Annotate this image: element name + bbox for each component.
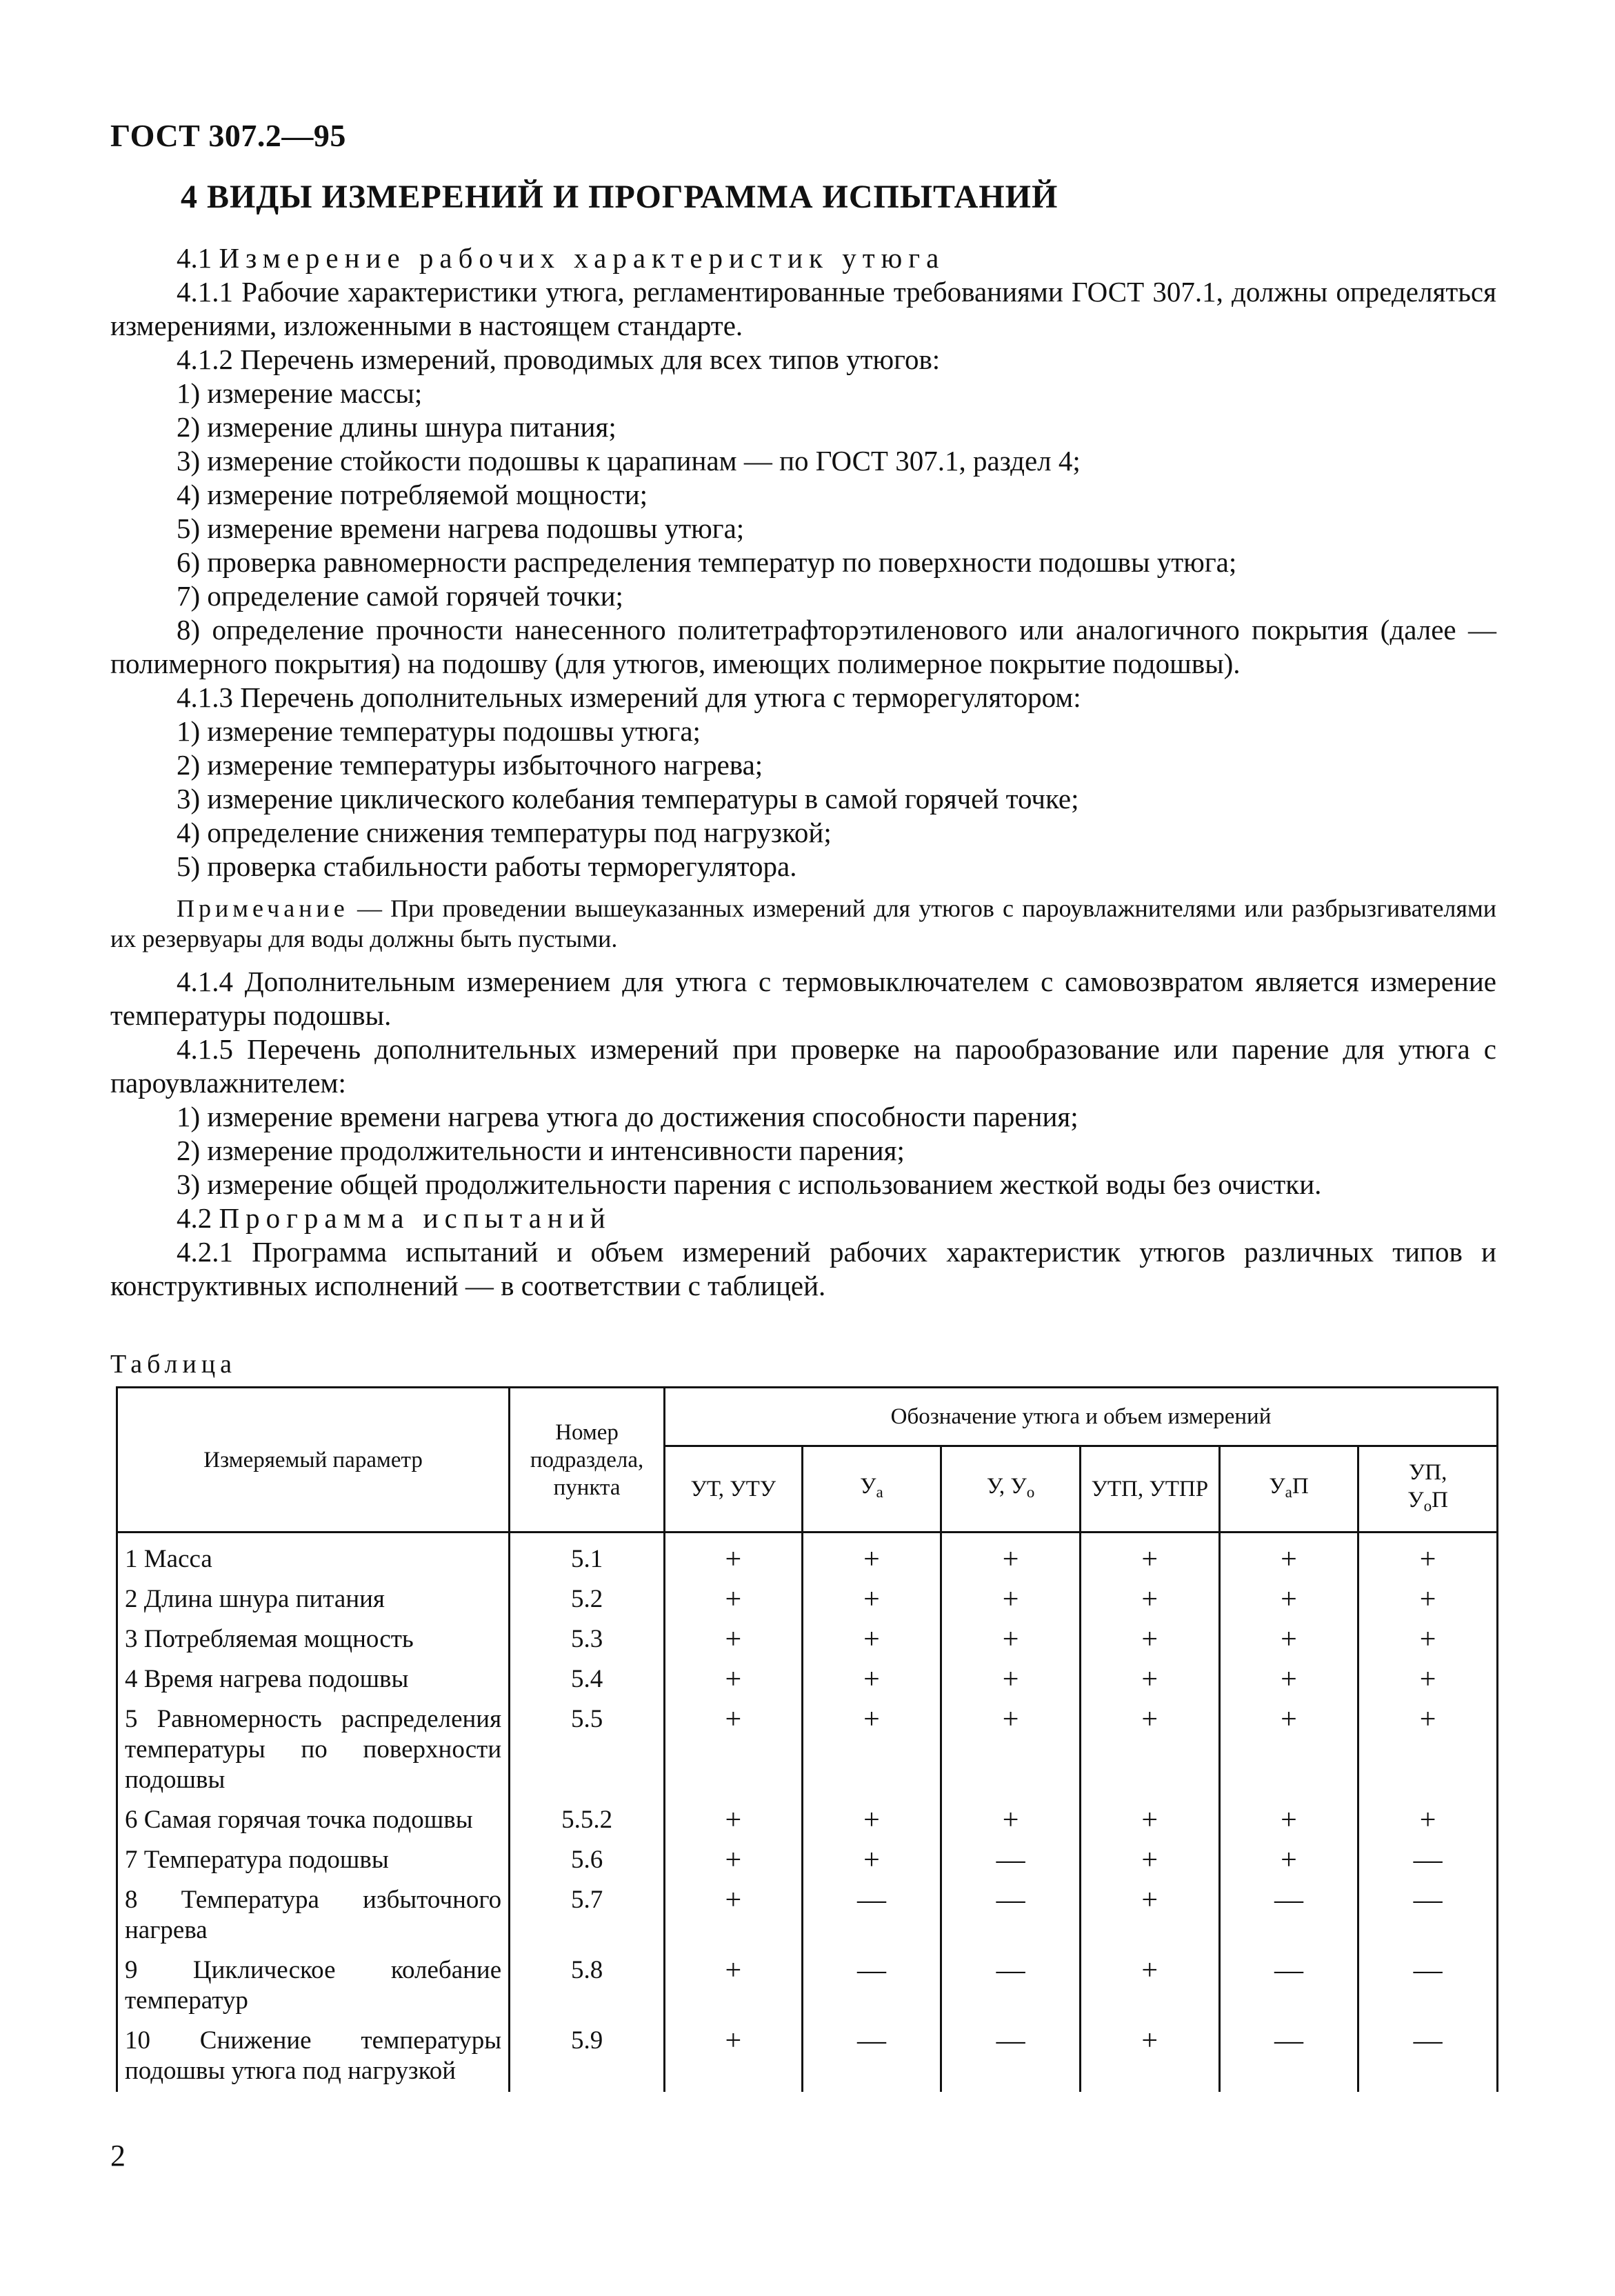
cell-mark: + — [802, 1620, 941, 1660]
cell-mark: + — [802, 1801, 941, 1841]
list-item: 2) измерение температуры избыточного нагрева; — [177, 749, 763, 781]
label-main: У, У — [986, 1474, 1027, 1499]
subsection-heading-4-1 — [110, 241, 1496, 275]
cell-mark: + — [665, 1951, 803, 2022]
heading-text: Измерение рабочих характеристик утюга — [219, 242, 945, 274]
cell-subsection: 5.5 — [510, 1700, 665, 1801]
cell-mark: + — [1080, 1951, 1219, 2022]
cell-mark: + — [1080, 1801, 1219, 1841]
column-header-u-uo — [941, 1446, 1081, 1533]
cell-mark: + — [941, 1660, 1081, 1700]
list-item: 5) измерение времени нагрева подошвы утюга; — [177, 512, 745, 544]
note-label: Примечание — [177, 895, 349, 922]
paragraph-4-2-1: 4.2.1 Программа испытаний и объем измерений рабочих характеристик утюгов различных типов и конструктивных исполнений — в соответствии с таблицей. — [110, 1236, 1496, 1301]
cell-mark: + — [1080, 1660, 1219, 1700]
paragraph-4-1-5: 4.1.5 Перечень дополнительных измерений при проверке на парообразование или парение для утюга с пароувлажнителем: — [110, 1033, 1496, 1099]
table-header-row — [117, 1388, 1498, 1446]
table-row — [117, 2022, 1498, 2092]
list-item: 6) проверка равномерности распределения температур по поверхности подошвы утюга; — [177, 546, 1237, 578]
cell-parameter: 4 Время нагрева подошвы — [117, 1660, 510, 1700]
cell-mark: — — [941, 1841, 1081, 1881]
cell-mark: + — [802, 1533, 941, 1581]
cell-mark: + — [1080, 1700, 1219, 1801]
table-row — [117, 1660, 1498, 1700]
paragraph-4-1-4: 4.1.4 Дополнительным измерением для утюга с термовыключателем с самовозвратом является измерение температуры подошвы. — [110, 966, 1496, 1031]
cell-mark: + — [1080, 1881, 1219, 1951]
column-header-subsection: Номер подраздела, пункта — [510, 1388, 665, 1533]
label-main: У — [1269, 1474, 1285, 1499]
cell-mark: + — [1080, 1620, 1219, 1660]
cell-mark: — — [802, 1951, 941, 2022]
label-main: У — [860, 1474, 876, 1499]
cell-mark: + — [1358, 1700, 1498, 1801]
cell-parameter: 6 Самая горячая точка подошвы — [117, 1801, 510, 1841]
label-subscript: а — [876, 1482, 883, 1501]
cell-mark: — — [802, 1881, 941, 1951]
list-item: 4) определение снижения температуры под нагрузкой; — [177, 817, 832, 848]
column-header-ua — [802, 1446, 941, 1533]
label-subscript: о — [1026, 1482, 1035, 1501]
cell-mark: + — [1219, 1533, 1358, 1581]
list-item: 2) измерение продолжительности и интенсивности парения; — [177, 1135, 905, 1166]
cell-subsection: 5.3 — [510, 1620, 665, 1660]
cell-mark: — — [1358, 1951, 1498, 2022]
cell-parameter: 7 Температура подошвы — [117, 1841, 510, 1881]
list-item: 2) измерение длины шнура питания; — [177, 411, 616, 443]
cell-mark: — — [941, 1881, 1081, 1951]
cell-mark: + — [1080, 2022, 1219, 2092]
cell-subsection: 5.4 — [510, 1660, 665, 1700]
heading-number: 4.2 — [177, 1202, 212, 1234]
heading-text: Программа испытаний — [219, 1202, 612, 1234]
list-item: 3) измерение стойкости подошвы к царапинам — по ГОСТ 307.1, раздел 4; — [177, 445, 1081, 477]
list-item: 7) определение самой горячей точки; — [177, 580, 623, 612]
cell-mark: + — [1080, 1841, 1219, 1881]
list-item: 3) измерение общей продолжительности парения с использованием жесткой воды без очистки. — [177, 1168, 1322, 1200]
cell-mark: + — [802, 1660, 941, 1700]
cell-mark: + — [1219, 1620, 1358, 1660]
heading-number: 4.1 — [177, 242, 212, 274]
cell-mark: + — [1080, 1580, 1219, 1620]
table-row — [117, 1620, 1498, 1660]
cell-mark: — — [1358, 2022, 1498, 2092]
cell-mark: — — [941, 1951, 1081, 2022]
table-row — [117, 1841, 1498, 1881]
cell-mark: — — [1219, 2022, 1358, 2092]
body-text — [110, 241, 1496, 1303]
note — [110, 893, 1496, 954]
note-text: — При проведении вышеуказанных измерений для утюгов с пароувлажнителями или разбрызгивателями их резервуары для воды должны быть пустыми. — [110, 895, 1496, 952]
cell-subsection: 5.8 — [510, 1951, 665, 2022]
cell-subsection: 5.5.2 — [510, 1801, 665, 1841]
cell-subsection: 5.6 — [510, 1841, 665, 1881]
cell-mark: + — [1358, 1801, 1498, 1841]
document-code: ГОСТ 307.2—95 — [110, 118, 346, 153]
cell-mark: + — [1358, 1660, 1498, 1700]
cell-mark: + — [941, 1620, 1081, 1660]
table-row — [117, 1951, 1498, 2022]
column-header-ut: УТ, УТУ — [665, 1446, 803, 1533]
cell-parameter: 9 Циклическое колебание температур — [117, 1951, 510, 2022]
column-header-parameter: Измеряемый параметр — [117, 1388, 510, 1533]
column-header-up — [1358, 1446, 1498, 1533]
paragraph-4-1-1: 4.1.1 Рабочие характеристики утюга, регламентированные требованиями ГОСТ 307.1, должны определяться измерениями, изложенными в настоящем стандарте. — [110, 276, 1496, 341]
cell-mark: + — [665, 1580, 803, 1620]
list-item: 5) проверка стабильности работы терморегулятора. — [177, 850, 797, 882]
cell-parameter: 2 Длина шнура питания — [117, 1580, 510, 1620]
section-title: 4 ВИДЫ ИЗМЕРЕНИЙ И ПРОГРАММА ИСПЫТАНИЙ — [181, 179, 1059, 215]
cell-mark: — — [1358, 1841, 1498, 1881]
cell-mark: + — [1219, 1841, 1358, 1881]
cell-mark: + — [665, 1660, 803, 1700]
cell-mark: + — [1219, 1580, 1358, 1620]
column-header-uap — [1219, 1446, 1358, 1533]
cell-mark: — — [941, 2022, 1081, 2092]
cell-mark: — — [1219, 1951, 1358, 2022]
cell-mark: + — [941, 1801, 1081, 1841]
label-subscript: а — [1285, 1482, 1292, 1501]
label-top: УП, — [1408, 1460, 1447, 1486]
list-item: 3) измерение циклического колебания температуры в самой горячей точке; — [177, 783, 1079, 815]
list-item-8: 8) определение прочности нанесенного политетрафторэтиленового или аналогичного покрытия (далее — полимерного покрытия) на подошву (для утюгов, имеющих полимерное покрытие подошвы). — [110, 614, 1496, 679]
cell-mark: + — [1358, 1533, 1498, 1581]
cell-mark: + — [1219, 1700, 1358, 1801]
table-row — [117, 1533, 1498, 1581]
cell-mark: + — [1358, 1580, 1498, 1620]
cell-mark: + — [665, 1533, 803, 1581]
list-item: 4) измерение потребляемой мощности; — [177, 479, 648, 510]
label-tail: П — [1292, 1474, 1309, 1499]
list-item: 1) измерение температуры подошвы утюга; — [177, 715, 701, 747]
cell-mark: + — [665, 1841, 803, 1881]
cell-mark: + — [665, 2022, 803, 2092]
cell-subsection: 5.9 — [510, 2022, 665, 2092]
cell-mark: + — [1358, 1620, 1498, 1660]
cell-mark: + — [941, 1533, 1081, 1581]
table-row — [117, 1801, 1498, 1841]
cell-mark: + — [1080, 1533, 1219, 1581]
cell-mark: + — [665, 1700, 803, 1801]
cell-mark: + — [941, 1580, 1081, 1620]
table-label: Таблица — [110, 1350, 237, 1379]
cell-mark: — — [1358, 1881, 1498, 1951]
test-program-table — [116, 1386, 1498, 2092]
label-subscript: о — [1423, 1496, 1432, 1515]
cell-mark: + — [802, 1580, 941, 1620]
cell-subsection: 5.1 — [510, 1533, 665, 1581]
cell-mark: + — [802, 1841, 941, 1881]
column-header-utp: УТП, УТПР — [1080, 1446, 1219, 1533]
cell-parameter: 10 Снижение температуры подошвы утюга под нагрузкой — [117, 2022, 510, 2092]
label-main: У — [1407, 1488, 1424, 1513]
list-item: 1) измерение массы; — [177, 377, 423, 409]
cell-mark: + — [802, 1700, 941, 1801]
label-tail: П — [1432, 1488, 1449, 1513]
paragraph-4-1-2: 4.1.2 Перечень измерений, проводимых для всех типов утюгов: — [177, 343, 941, 375]
cell-mark: + — [1219, 1801, 1358, 1841]
table-row — [117, 1881, 1498, 1951]
cell-mark: + — [665, 1881, 803, 1951]
cell-parameter: 3 Потребляемая мощность — [117, 1620, 510, 1660]
cell-parameter: 5 Равномерность распределения температуры по поверхности подошвы — [117, 1700, 510, 1801]
cell-subsection: 5.2 — [510, 1580, 665, 1620]
column-header-group: Обозначение утюга и объем измерений — [665, 1388, 1498, 1446]
subsection-heading-4-2 — [110, 1201, 1496, 1235]
page-number: 2 — [110, 2139, 126, 2173]
cell-mark: + — [1219, 1660, 1358, 1700]
table-row — [117, 1580, 1498, 1620]
cell-mark: + — [941, 1700, 1081, 1801]
cell-mark: + — [665, 1620, 803, 1660]
cell-mark: — — [802, 2022, 941, 2092]
cell-parameter: 8 Температура избыточного нагрева — [117, 1881, 510, 1951]
cell-subsection: 5.7 — [510, 1881, 665, 1951]
cell-mark: + — [665, 1801, 803, 1841]
cell-mark: — — [1219, 1881, 1358, 1951]
table-row — [117, 1700, 1498, 1801]
cell-parameter: 1 Масса — [117, 1533, 510, 1581]
paragraph-4-1-3: 4.1.3 Перечень дополнительных измерений для утюга с терморегулятором: — [177, 681, 1081, 713]
list-item: 1) измерение времени нагрева утюга до достижения способности парения; — [177, 1101, 1079, 1132]
